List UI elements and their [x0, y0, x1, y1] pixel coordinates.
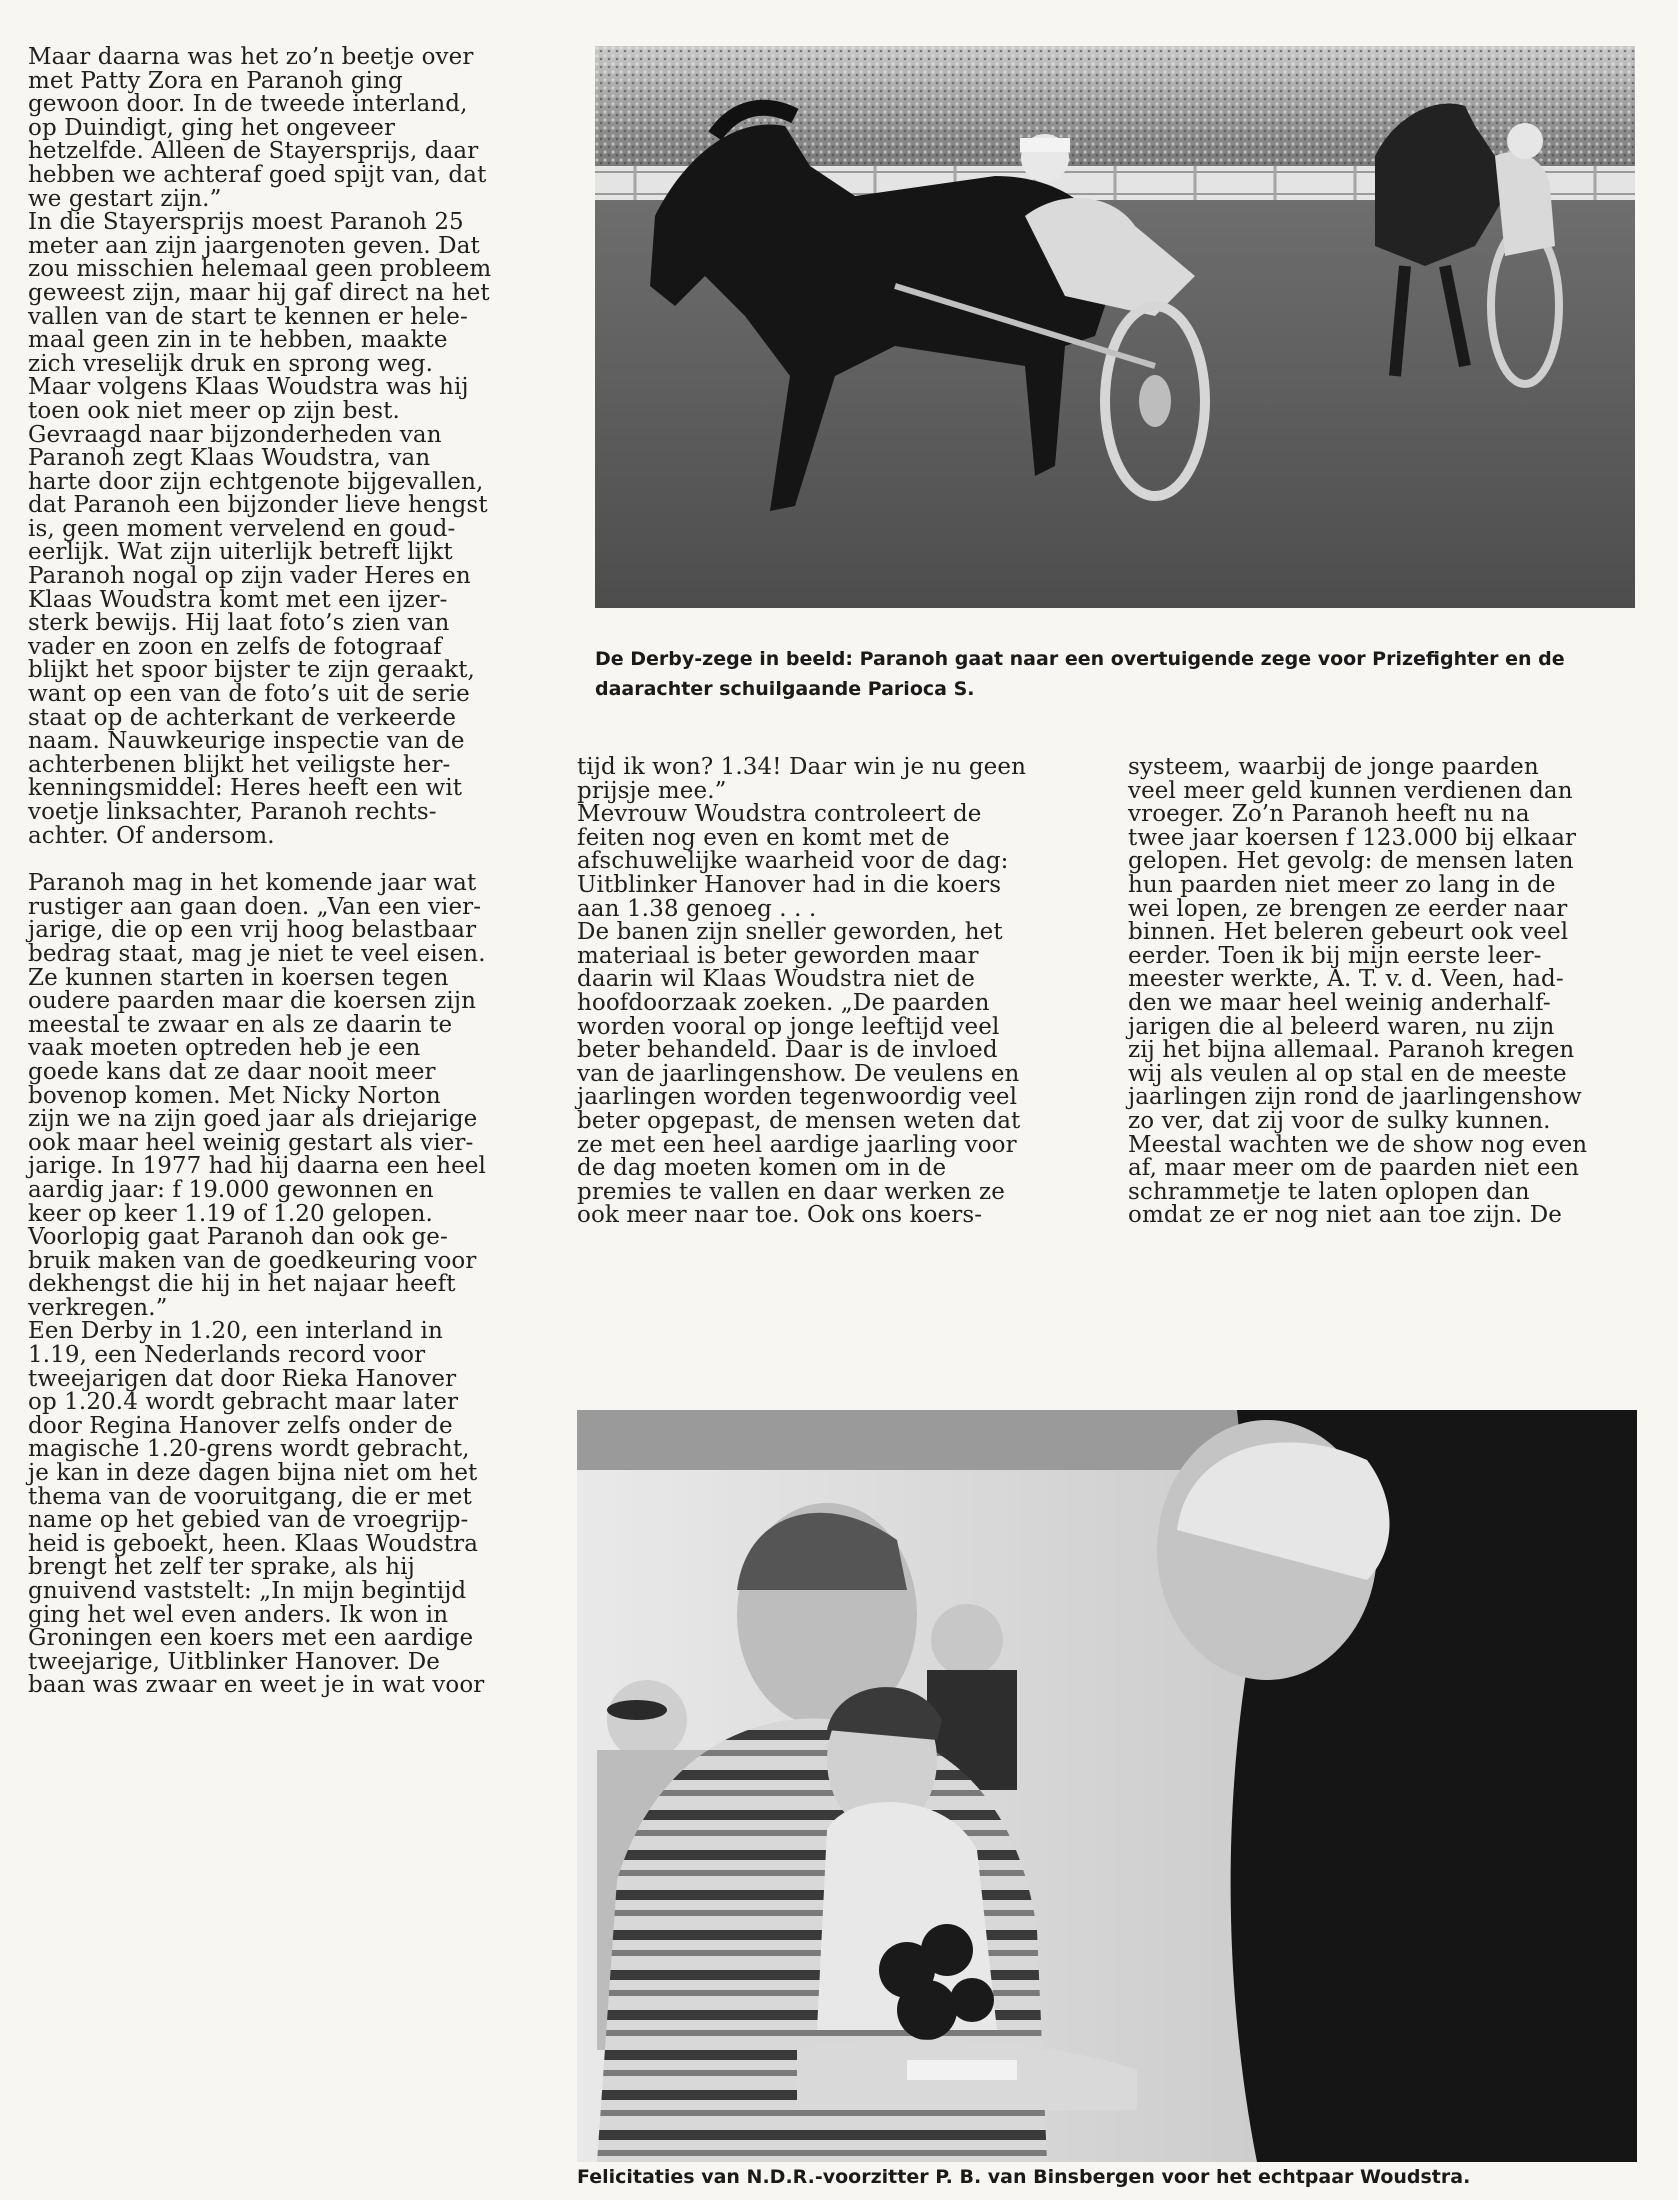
- text-line: van de jaarlingenshow. De veulens en: [577, 1060, 1020, 1087]
- text-line: veel meer geld kunnen verdienen dan: [1128, 777, 1573, 804]
- text-line: magische 1.20-grens wordt gebracht,: [28, 1436, 470, 1463]
- text-line: bedrag staat, mag je niet te veel eisen.: [28, 940, 486, 967]
- text-line: In die Stayersprijs moest Paranoh 25: [28, 209, 464, 236]
- text-line: dekhengst die hij in het najaar heeft: [28, 1271, 456, 1298]
- derby-photo-caption: De Derby-zege in beeld: Paranoh gaat naar een overtuigende zege voor Prizefighter en de daarachter schuilgaande Parioca S.: [595, 648, 1565, 700]
- text-line: sterk bewijs. Hij laat foto’s zien van: [28, 610, 450, 637]
- text-line: premies te vallen en daar werken ze: [577, 1178, 1005, 1205]
- text-line: staat op de achterkant de verkeerde: [28, 704, 457, 731]
- text-line: zou misschien helemaal geen probleem: [28, 256, 492, 283]
- text-line: materiaal is beter geworden maar: [577, 942, 979, 969]
- text-line: baan was zwaar en weet je in wat voor: [28, 1672, 485, 1699]
- congratulations-photo-caption: Felicitaties van N.D.R.-voorzitter P. B. van Binsbergen voor het echtpaar Woudstra.: [577, 2166, 1471, 2188]
- article-column-left: [28, 46, 491, 1698]
- text-line: op Duindigt, ging het ongeveer: [28, 114, 396, 141]
- text-line: omdat ze er nog niet aan toe zijn. De: [1128, 1202, 1562, 1229]
- text-line: jarige. In 1977 had hij daarna een heel: [28, 1153, 486, 1180]
- text-line: voetje linksachter, Paranoh rechts-: [28, 799, 437, 825]
- text-line: jaarlingen zijn rond de jaarlingenshow: [1128, 1084, 1582, 1111]
- text-line: worden vooral op jonge leeftijd veel: [577, 1013, 1000, 1040]
- text-line: gelopen. Het gevolg: de mensen laten: [1128, 848, 1574, 875]
- text-line: naam. Nauwkeurige inspectie van de: [28, 728, 465, 755]
- text-line: met Patty Zora en Paranoh ging: [28, 67, 403, 94]
- text-line: eerder. Toen ik bij mijn eerste leer-: [1128, 942, 1542, 969]
- text-line: Maar daarna was het zo’n beetje over: [28, 44, 474, 70]
- text-line: beter opgepast, de mensen weten dat: [577, 1107, 1021, 1134]
- text-line: Uitblinker Hanover had in die koers: [577, 871, 1002, 898]
- text-line: schrammetje te laten oplopen dan: [1128, 1178, 1530, 1205]
- text-line: is, geen moment vervelend en goud-: [28, 515, 456, 542]
- text-line: maal geen zin in te hebben, maakte: [28, 327, 448, 354]
- text-line: dat Paranoh een bijzonder lieve hengst: [28, 492, 488, 519]
- congratulations-photo: [577, 1410, 1637, 2162]
- text-line: gnuivend vaststelt: „In mijn begintijd: [28, 1578, 467, 1604]
- text-line: twee jaar koersen f 123.000 bij elkaar: [1128, 824, 1577, 851]
- text-line: aan 1.38 genoeg . . .: [577, 895, 817, 922]
- article-column-right: [1128, 756, 1587, 1228]
- text-line: Voorlopig gaat Paranoh dan ook ge-: [28, 1224, 448, 1251]
- text-line: jaarlingen worden tegenwoordig veel: [577, 1084, 1018, 1111]
- text-line: name op het gebied van de vroegrijp-: [28, 1507, 469, 1534]
- text-line: bovenop komen. Met Nicky Norton: [28, 1082, 441, 1109]
- text-line: feiten nog even en komt met de: [577, 824, 950, 851]
- text-line: meester werkte, A. T. v. d. Veen, had-: [1128, 966, 1564, 993]
- text-line: 1.19, een Nederlands record voor: [28, 1342, 426, 1369]
- text-line: binnen. Het beleren gebeurt ook veel: [1128, 919, 1569, 946]
- text-line: Gevraagd naar bijzonderheden van: [28, 421, 442, 448]
- paragraph-gap: [28, 848, 491, 872]
- text-line: verkregen.”: [28, 1294, 168, 1321]
- text-line: aardig jaar: f 19.000 gewonnen en: [28, 1176, 434, 1203]
- text-line: achter. Of andersom.: [28, 822, 275, 849]
- text-line: tweejarige, Uitblinker Hanover. De: [28, 1648, 440, 1675]
- text-line: tijd ik won? 1.34! Daar win je nu geen: [577, 754, 1027, 780]
- text-line: thema van de vooruitgang, die er met: [28, 1483, 472, 1510]
- text-line: tweejarigen dat door Rieka Hanover: [28, 1365, 457, 1392]
- text-line: wei lopen, ze brengen ze eerder naar: [1128, 895, 1568, 922]
- text-line: op 1.20.4 wordt gebracht maar later: [28, 1389, 459, 1416]
- text-line: toen ook niet meer op zijn best.: [28, 397, 400, 424]
- text-line: ze met een heel aardige jaarling voor: [577, 1131, 1017, 1158]
- text-line: Meestal wachten we de show nog even: [1128, 1131, 1588, 1158]
- text-line: heid is geboekt, heen. Klaas Woudstra: [28, 1530, 479, 1557]
- text-line: Een Derby in 1.20, een interland in: [28, 1318, 443, 1345]
- text-line: zo ver, dat zij voor de sulky kunnen.: [1128, 1107, 1551, 1134]
- text-line: meter aan zijn jaargenoten geven. Dat: [28, 232, 480, 259]
- derby-race-photo: [595, 46, 1635, 608]
- text-line: we gestart zijn.”: [28, 185, 222, 212]
- text-line: systeem, waarbij de jonge paarden: [1128, 754, 1539, 780]
- text-line: ook meer naar toe. Ook ons koers-: [577, 1202, 983, 1229]
- text-line: rustiger aan gaan doen. „Van een vier-: [28, 893, 482, 920]
- text-line: Paranoh nogal op zijn vader Heres en: [28, 563, 471, 590]
- derby-race-image: [595, 46, 1635, 608]
- text-line: harte door zijn echtgenote bijgevallen,: [28, 468, 484, 495]
- text-line: kenningsmiddel: Heres heeft een wit: [28, 775, 463, 802]
- text-line: zij het bijna allemaal. Paranoh kregen: [1128, 1037, 1575, 1064]
- text-line: Ze kunnen starten in koersen tegen: [28, 964, 449, 991]
- text-line: Groningen een koers met een aardige: [28, 1625, 474, 1652]
- text-line: ook maar heel weinig gestart als vier-: [28, 1129, 474, 1156]
- text-line: brengt het zelf ter sprake, als hij: [28, 1554, 415, 1581]
- text-line: prijsje mee.”: [577, 777, 727, 804]
- text-line: door Regina Hanover zelfs onder de: [28, 1412, 453, 1439]
- text-line: de dag moeten komen om in de: [577, 1155, 947, 1182]
- text-line: keer op keer 1.19 of 1.20 gelopen.: [28, 1200, 433, 1227]
- text-line: want op een van de foto’s uit de serie: [28, 681, 470, 708]
- text-line: Paranoh zegt Klaas Woudstra, van: [28, 445, 431, 472]
- congratulations-image: [577, 1410, 1637, 2162]
- text-line: Maar volgens Klaas Woudstra was hij: [28, 374, 469, 401]
- text-line: bruik maken van de goedkeuring voor: [28, 1247, 477, 1274]
- text-line: daarin wil Klaas Woudstra niet de: [577, 966, 975, 993]
- text-line: geweest zijn, maar hij gaf direct na het: [28, 279, 490, 306]
- text-line: De banen zijn sneller geworden, het: [577, 919, 1003, 946]
- text-line: goede kans dat ze daar nooit meer: [28, 1058, 436, 1085]
- text-line: vaak moeten optreden heb je een: [28, 1035, 421, 1062]
- text-line: hebben we achteraf goed spijt van, dat: [28, 161, 487, 188]
- text-line: Klaas Woudstra komt met een ijzer-: [28, 586, 448, 613]
- text-line: meestal te zwaar en als ze daarin te: [28, 1011, 453, 1038]
- text-line: gewoon door. In de tweede interland,: [28, 91, 468, 118]
- text-line: zich vreselijk druk en sprong weg.: [28, 350, 434, 377]
- text-line: vader en zoon en zelfs de fotograaf: [28, 633, 442, 660]
- text-line: zijn we na zijn goed jaar als driejarige: [28, 1106, 478, 1133]
- text-line: vallen van de start te kennen er hele-: [28, 303, 468, 330]
- text-line: blijkt het spoor bijster te zijn geraakt,: [28, 657, 475, 684]
- text-line: oudere paarden maar die koersen zijn: [28, 988, 477, 1015]
- text-line: eerlijk. Wat zijn uiterlijk betreft lijkt: [28, 539, 453, 566]
- text-line: hetzelfde. Alleen de Stayersprijs, daar: [28, 138, 479, 165]
- text-line: Mevrouw Woudstra controleert de: [577, 801, 982, 828]
- text-line: af, maar meer om de paarden niet een: [1128, 1155, 1580, 1182]
- text-line: jarige, die op een vrij hoog belastbaar: [28, 917, 477, 944]
- text-line: je kan in deze dagen bijna niet om het: [28, 1460, 478, 1487]
- text-line: ging het wel even anders. Ik won in: [28, 1601, 449, 1628]
- text-line: Paranoh mag in het komende jaar wat: [28, 870, 477, 897]
- text-line: hun paarden niet meer zo lang in de: [1128, 871, 1556, 898]
- text-line: beter behandeld. Daar is de invloed: [577, 1037, 998, 1064]
- text-line: vroeger. Zo’n Paranoh heeft nu na: [1128, 801, 1530, 828]
- text-line: hoofdoorzaak zoeken. „De paarden: [577, 989, 990, 1016]
- article-column-middle: [577, 756, 1026, 1228]
- text-line: afschuwelijke waarheid voor de dag:: [577, 848, 1009, 875]
- text-line: jarigen die al beleerd waren, nu zijn: [1128, 1013, 1555, 1040]
- text-line: wij als veulen al op stal en de meeste: [1128, 1060, 1567, 1087]
- text-line: achterbenen blijkt het veiligste her-: [28, 751, 451, 778]
- text-line: den we maar heel weinig anderhalf-: [1128, 989, 1551, 1016]
